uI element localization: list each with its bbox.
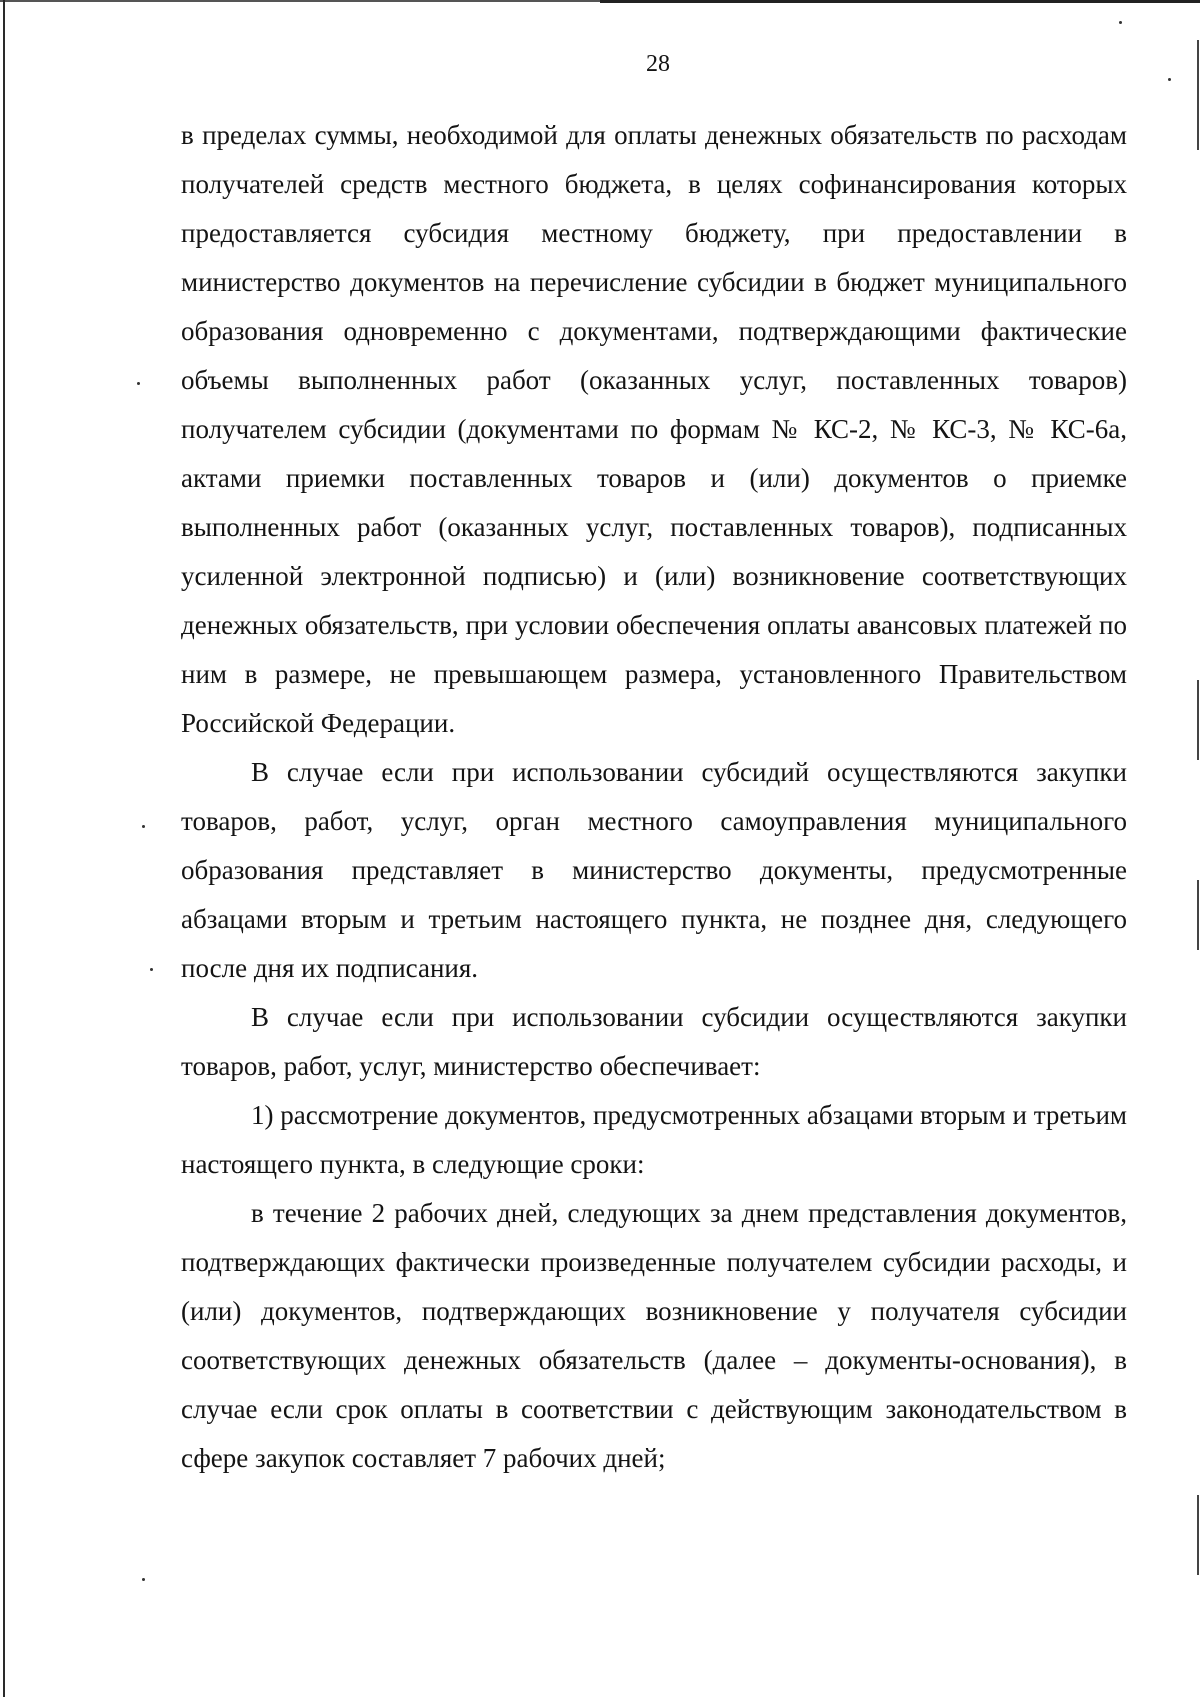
page-number: 28 — [646, 51, 670, 77]
scan-edge-top-dark — [600, 0, 1200, 3]
document-body — [181, 111, 1127, 1483]
paragraph: В случае если при использовании субсидий осуществляются закупки товаров, работ, услуг, орган местного самоуправления муниципального образования представляет в министерство документы, предусмотренные абзацами вторым и третьим настоящего пункта, не позднее дня, следующего после дня их подписания. — [181, 757, 1127, 983]
scan-edge-left — [3, 0, 5, 1697]
scan-speck — [142, 825, 145, 828]
scan-edge-right — [1197, 680, 1199, 760]
scan-edge-right — [1197, 1495, 1199, 1575]
scan-edge-right — [1197, 880, 1199, 950]
scan-speck — [137, 382, 140, 385]
paragraph: в течение 2 рабочих дней, следующих за днем представления документов, подтверждающих фактически произведенные получателем субсидии расходы, и (или) документов, подтверждающих возникновение у получателя субсидии соответствующих денежных обязательств (далее – документы-основания), в случае если срок оплаты в соответствии с действующим законодательством в сфере закупок составляет 7 рабочих дней; — [181, 1198, 1127, 1473]
paragraph: 1) рассмотрение документов, предусмотренных абзацами вторым и третьим настоящего пункта, в следующие сроки: — [181, 1100, 1127, 1179]
scan-speck — [1119, 21, 1122, 24]
scan-speck — [142, 1578, 145, 1581]
scan-speck — [150, 968, 153, 971]
paragraph: в пределах суммы, необходимой для оплаты денежных обязательств по расходам получателей средств местного бюджета, в целях софинансирования которых предоставляется субсидия местному бюджету, при предоставлении в министерство документов на перечисление субсидии в бюджет муниципального образования одновременно с документами, подтверждающими фактические объемы выполненных работ (оказанных услуг, поставленных товаров) получателем субсидии (документами по формам № КС-2, № КС-3, № КС-6а, актами приемки поставленных товаров и (или) документов о приемке выполненных работ (оказанных услуг, поставленных товаров), подписанных усиленной электронной подписью) и (или) возникновение соответствующих денежных обязательств, при условии обеспечения оплаты авансовых платежей по ним в размере, не превышающем размера, установленного Правительством Российской Федерации. — [181, 120, 1127, 738]
paragraph: В случае если при использовании субсидии осуществляются закупки товаров, работ, услуг, министерство обеспечивает: — [181, 1002, 1127, 1081]
